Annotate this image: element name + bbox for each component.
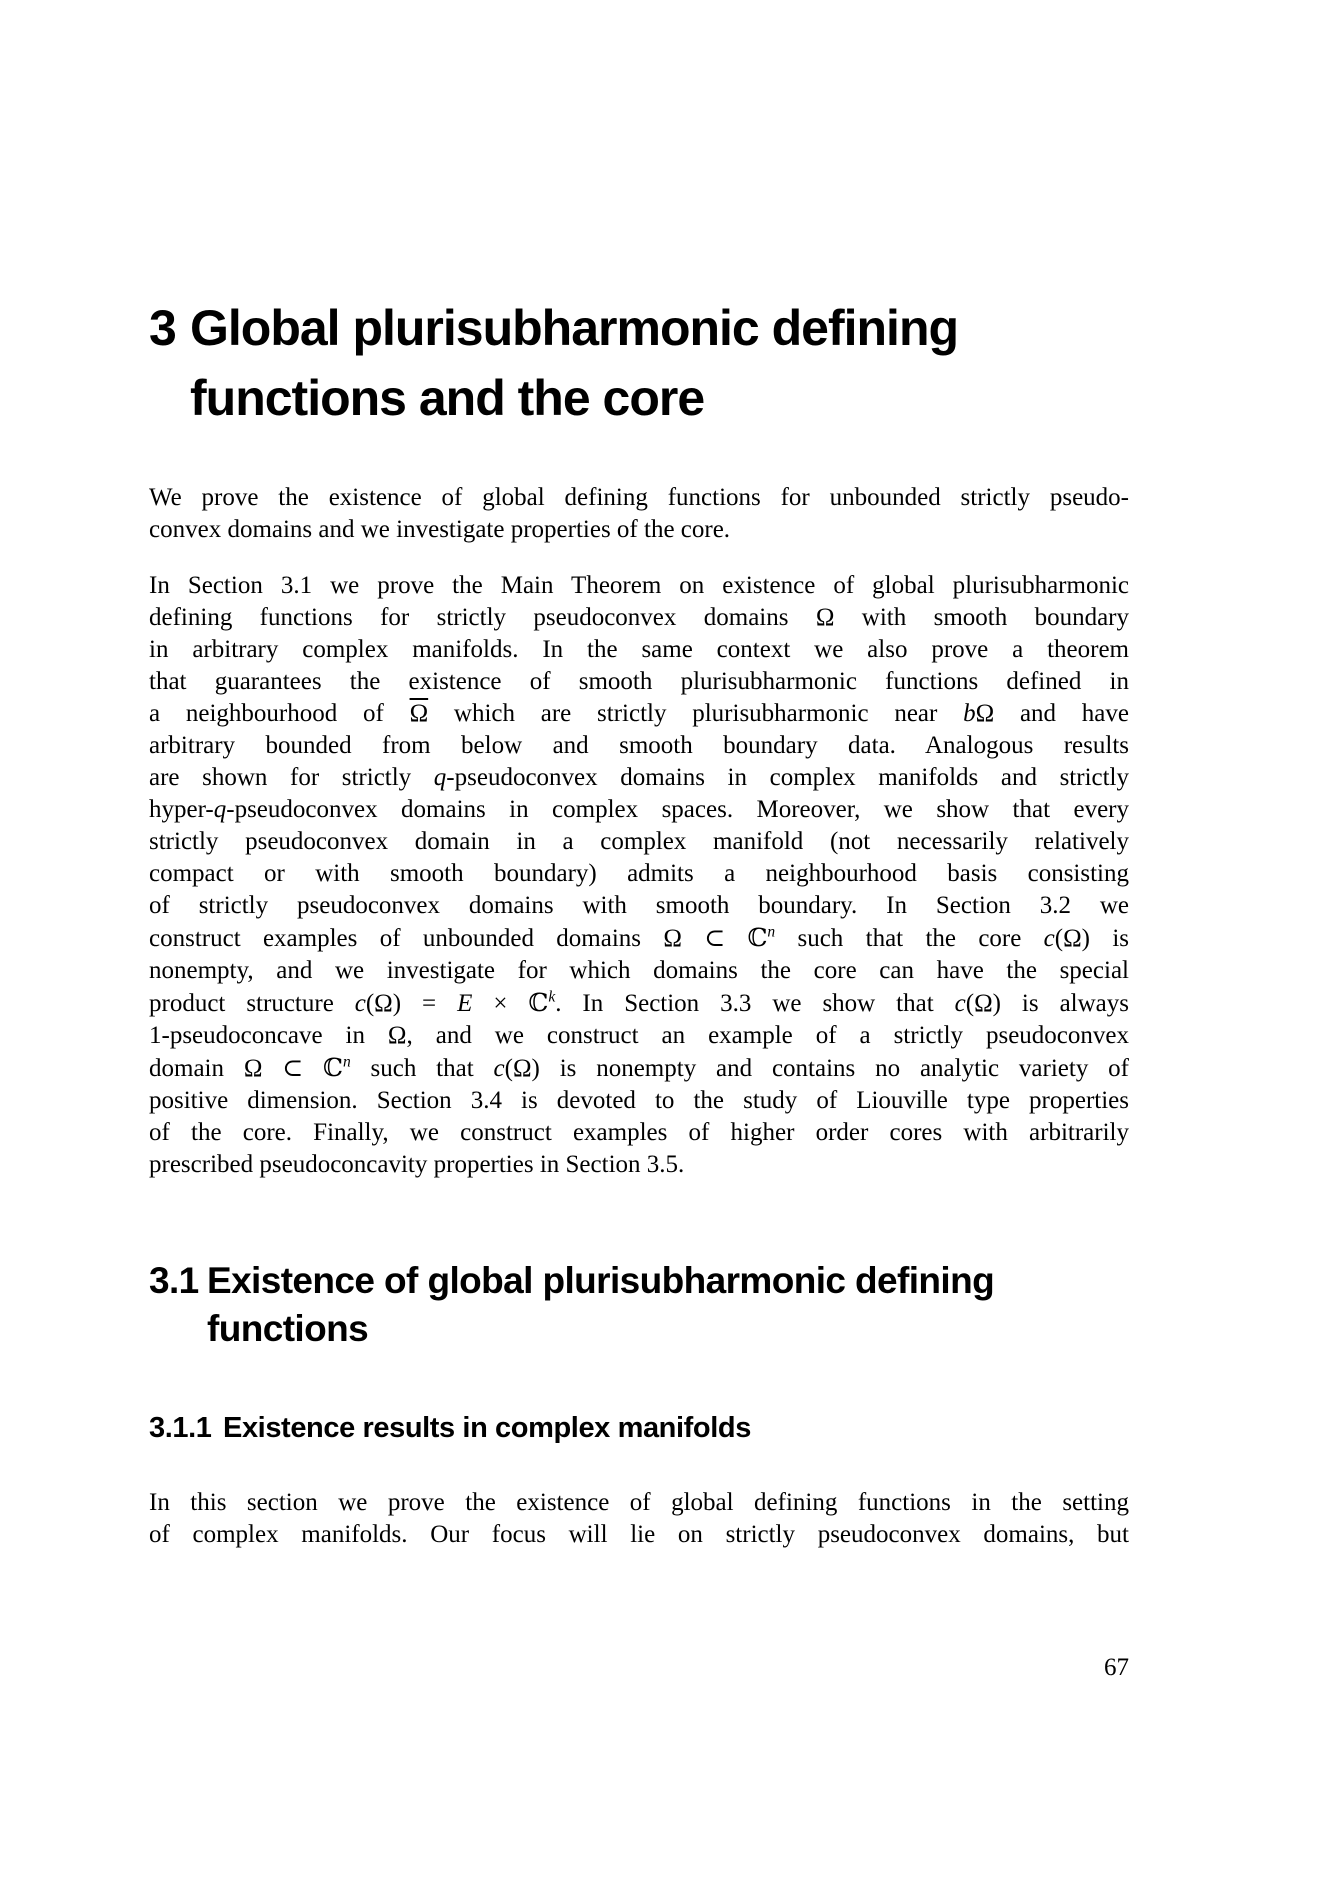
math-symbol: q bbox=[213, 796, 227, 823]
chapter-heading bbox=[149, 293, 1159, 433]
chapter-number: 3 bbox=[149, 300, 176, 356]
subsection-heading bbox=[149, 1410, 1159, 1446]
text-line: a neighbourhood of $\overline{\Omega}$ which are strictly plurisubharmonic near bΩ and have bbox=[149, 700, 1130, 727]
fraktur-core-symbol: c bbox=[954, 990, 966, 1017]
section-title-line-2: functions bbox=[207, 1308, 369, 1349]
text-line: nonempty, and we investigate for which domains the core can have the special bbox=[149, 957, 1129, 984]
math-symbol: ℂ bbox=[323, 1053, 343, 1082]
text-line: In this section we prove the existence of global defining functions in the setting bbox=[149, 1489, 1129, 1516]
math-symbol: n bbox=[767, 923, 776, 941]
math-symbol: k bbox=[548, 988, 556, 1006]
math-symbol: ℂ bbox=[747, 923, 768, 952]
math-symbol: b bbox=[963, 700, 976, 727]
section-heading bbox=[149, 1257, 1159, 1353]
paragraph-section-intro bbox=[149, 1487, 1129, 1551]
text-line: 1-pseudoconcave in Ω, and we construct an example of a strictly pseudoconvex bbox=[149, 1022, 1129, 1049]
text-line: positive dimension. Section 3.4 is devoted to the study of Liouville type properties bbox=[149, 1087, 1129, 1114]
math-symbol: $\overline{\Omega}$ bbox=[409, 700, 429, 727]
text-line: arbitrary bounded from below and smooth boundary data. Analogous results bbox=[149, 732, 1129, 759]
math-symbol: q bbox=[433, 764, 447, 791]
fraktur-core-symbol: c bbox=[1043, 925, 1055, 952]
text-line: domain Ω ⊂ ℂ$^n$ such that c(Ω) is nonempty and contains no analytic variety of bbox=[149, 1053, 1129, 1082]
chapter-title-line-2: functions and the core bbox=[190, 370, 705, 426]
text-line: of the core. Finally, we construct examples of higher order cores with arbitrarily bbox=[149, 1119, 1129, 1146]
section-title bbox=[207, 1257, 1159, 1353]
page-number: 67 bbox=[1104, 1654, 1129, 1681]
math-symbol: n bbox=[342, 1053, 351, 1071]
fraktur-core-symbol: c bbox=[493, 1055, 505, 1082]
chapter-title-line-1: Global plurisubharmonic defining bbox=[190, 300, 959, 356]
subsection-title: Existence results in complex manifolds bbox=[223, 1412, 751, 1444]
section-title-line-1: Existence of global plurisubharmonic defining bbox=[207, 1260, 995, 1301]
text-line: compact or with smooth boundary) admits a neighbourhood basis consisting bbox=[149, 860, 1129, 887]
chapter-title bbox=[190, 293, 1159, 433]
text-line: hyper-q-pseudoconvex domains in complex spaces. Moreover, we show that every bbox=[149, 796, 1129, 823]
subsection-number: 3.1.1 bbox=[149, 1412, 212, 1444]
text-line: convex domains and we investigate properties of the core. bbox=[149, 516, 731, 543]
text-line: product structure c(Ω) = E × ℂ$^k$. In Section 3.3 we show that c(Ω) is always bbox=[149, 988, 1129, 1017]
fraktur-core-symbol: c bbox=[354, 990, 366, 1017]
text-line: prescribed pseudoconcavity properties in Section 3.5. bbox=[149, 1151, 685, 1178]
text-line: are shown for strictly q-pseudoconvex domains in complex manifolds and strictly bbox=[149, 764, 1130, 791]
text-line: defining functions for strictly pseudoconvex domains Ω with smooth boundary bbox=[149, 604, 1129, 631]
text-line: in arbitrary complex manifolds. In the same context we also prove a theorem bbox=[149, 636, 1129, 663]
text-line: In Section 3.1 we prove the Main Theorem on existence of global plurisubharmonic bbox=[149, 572, 1129, 599]
paragraph-intro bbox=[149, 482, 1129, 546]
text-line: of strictly pseudoconvex domains with smooth boundary. In Section 3.2 we bbox=[149, 892, 1129, 919]
text-line: of complex manifolds. Our focus will lie on strictly pseudoconvex domains, but bbox=[149, 1521, 1129, 1548]
text-line: We prove the existence of global defining functions for unbounded strictly pseudo- bbox=[149, 484, 1129, 511]
math-symbol: E bbox=[457, 990, 473, 1017]
paragraph-overview bbox=[149, 570, 1129, 1181]
section-number: 3.1 bbox=[149, 1260, 199, 1301]
math-symbol: ℂ bbox=[528, 988, 549, 1017]
text-line: construct examples of unbounded domains Ω ⊂ ℂ$^n$ such that the core c(Ω) is bbox=[149, 923, 1130, 952]
text-line: that guarantees the existence of smooth plurisubharmonic functions defined in bbox=[149, 668, 1129, 695]
text-line: strictly pseudoconvex domain in a complex manifold (not necessarily relatively bbox=[149, 828, 1129, 855]
